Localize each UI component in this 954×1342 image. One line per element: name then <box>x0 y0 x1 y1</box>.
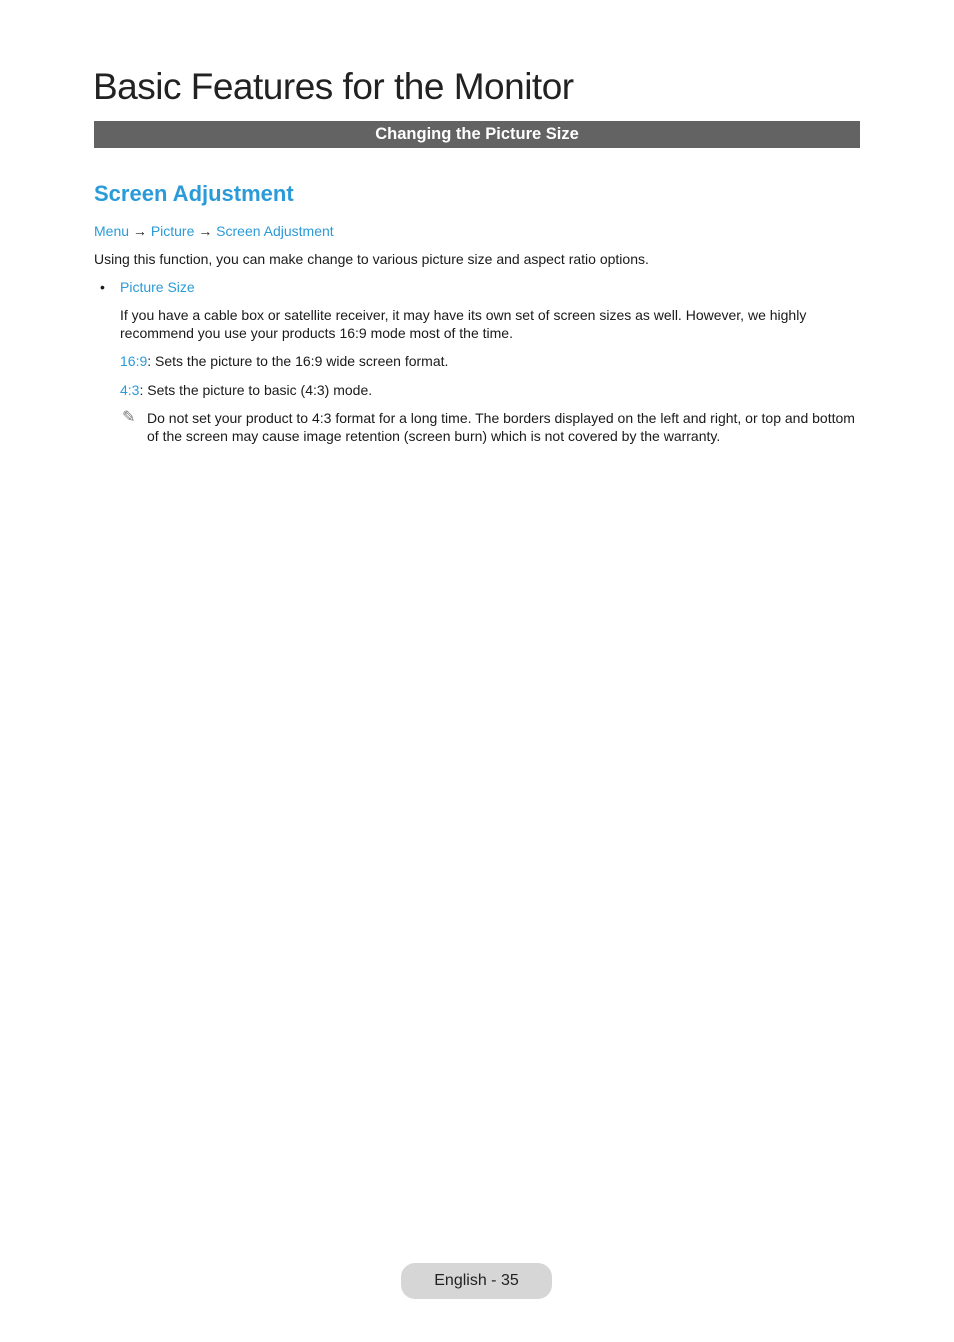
option-16-9 <box>120 351 448 371</box>
breadcrumb-arrow-icon: → <box>198 223 213 239</box>
bullet-icon: • <box>100 279 105 295</box>
picture-size-link[interactable]: Picture Size <box>120 279 195 295</box>
intro-text: Using this function, you can make change to various picture size and aspect ratio options. <box>94 251 649 267</box>
picture-size-paragraph: If you have a cable box or satellite receiver, it may have its own set of screen sizes as well. However, we highly recommend you use your products 16:9 mode most of the time. <box>120 307 807 341</box>
breadcrumb <box>94 221 334 241</box>
option-4-3-link[interactable]: 4:3 <box>120 382 140 398</box>
note-text: Do not set your product to 4:3 format for a long time. The borders displayed on the left and right, or top and bottom of the screen may cause image retention (screen burn) which is not covered by the warranty. <box>147 410 855 444</box>
page-title: Basic Features for the Monitor <box>93 66 574 107</box>
breadcrumb-screen-adjustment-link[interactable]: Screen Adjustment <box>216 223 334 239</box>
breadcrumb-menu-link[interactable]: Menu <box>94 223 130 239</box>
option-16-9-description: : Sets the picture to the 16:9 wide screen format. <box>147 353 449 369</box>
bullet-item-picture-size <box>100 277 195 297</box>
page-number-badge: English - 35 <box>401 1263 552 1299</box>
section-bar: Changing the Picture Size <box>94 121 860 148</box>
option-4-3-description: : Sets the picture to basic (4:3) mode. <box>139 382 373 398</box>
breadcrumb-picture-link[interactable]: Picture <box>150 223 195 239</box>
note-block <box>122 409 860 445</box>
option-4-3 <box>120 380 372 400</box>
pencil-note-icon: ✎ <box>122 409 136 426</box>
section-subheading: Screen Adjustment <box>94 181 294 206</box>
option-16-9-link[interactable]: 16:9 <box>120 353 148 369</box>
breadcrumb-arrow-icon: → <box>132 223 147 239</box>
